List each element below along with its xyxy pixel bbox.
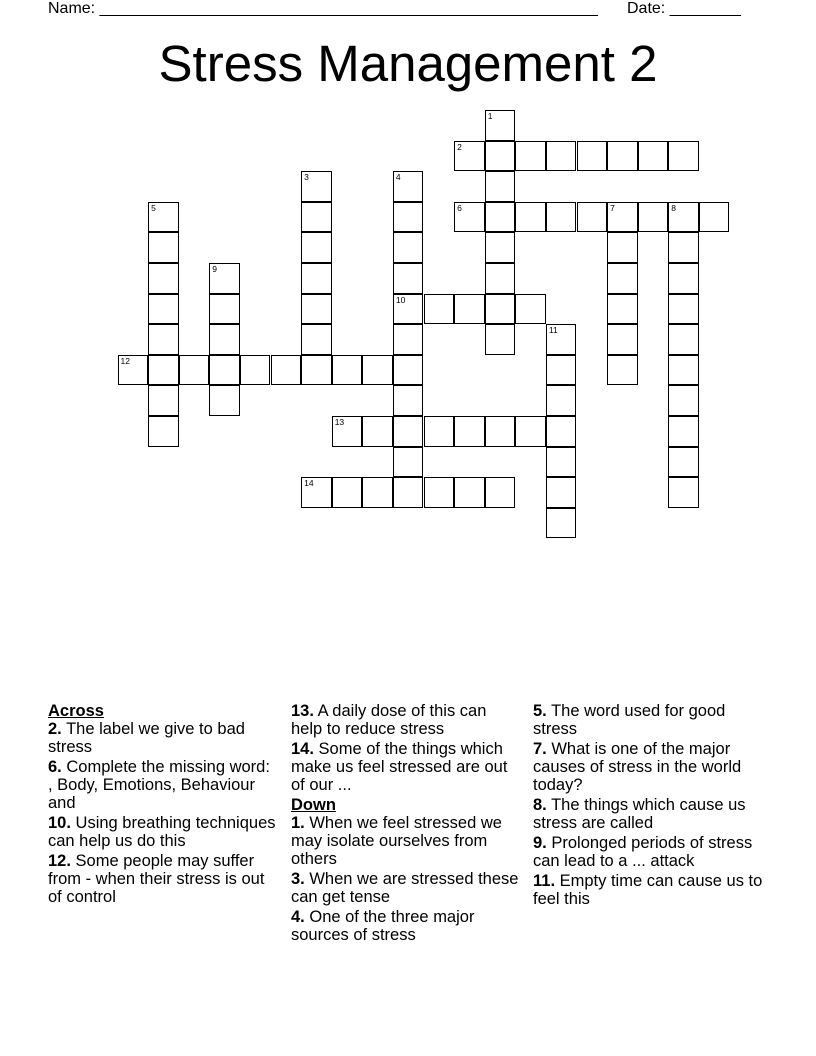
crossword-cell[interactable]	[148, 263, 179, 294]
clue-column-1	[48, 702, 278, 908]
clue-text: One of the three major sources of stress	[291, 908, 475, 944]
crossword-cell[interactable]	[424, 416, 455, 447]
crossword-cell[interactable]	[393, 202, 424, 233]
crossword-cell[interactable]	[485, 110, 516, 141]
crossword-cell[interactable]	[454, 141, 485, 172]
crossword-grid	[0, 0, 816, 520]
clue-number: 2.	[48, 720, 62, 738]
crossword-cell[interactable]	[515, 202, 546, 233]
crossword-cell[interactable]	[454, 202, 485, 233]
crossword-cell[interactable]	[515, 294, 546, 325]
clue-number: 6.	[48, 758, 62, 776]
crossword-cell[interactable]	[546, 202, 577, 233]
crossword-cell[interactable]	[240, 355, 271, 386]
crossword-cell[interactable]	[332, 355, 363, 386]
crossword-cell[interactable]	[485, 202, 516, 233]
clue-number: 8.	[533, 796, 547, 814]
crossword-cell[interactable]	[209, 324, 240, 355]
crossword-cell[interactable]	[301, 324, 332, 355]
crossword-cell[interactable]	[668, 355, 699, 386]
crossword-cell[interactable]	[485, 171, 516, 202]
crossword-cell[interactable]	[515, 416, 546, 447]
clue-number-label: 9	[212, 264, 218, 274]
crossword-cell[interactable]	[546, 416, 577, 447]
crossword-cell[interactable]	[393, 355, 424, 386]
clue-text: Some of the things which make us feel stressed are out of our ...	[291, 740, 508, 794]
crossword-cell[interactable]	[118, 355, 149, 386]
clue-number: 7.	[533, 740, 547, 758]
crossword-cell[interactable]	[638, 141, 669, 172]
crossword-cell[interactable]	[301, 232, 332, 263]
clue-across-6	[48, 758, 278, 812]
clue-text: Complete the missing word: , Body, Emotions, Behaviour and	[48, 758, 270, 812]
clue-across-14	[291, 740, 521, 794]
clue-across-10	[48, 814, 278, 850]
name-field-label: Name: ________________________________________________________	[48, 0, 598, 17]
crossword-cell[interactable]	[546, 447, 577, 478]
crossword-cell[interactable]	[148, 232, 179, 263]
crossword-cell[interactable]	[546, 141, 577, 172]
clue-number-label: 3	[304, 172, 309, 183]
crossword-cell[interactable]	[546, 324, 577, 355]
crossword-cell[interactable]	[209, 263, 240, 294]
crossword-cell[interactable]	[393, 416, 424, 447]
crossword-cell[interactable]	[424, 477, 455, 508]
crossword-cell[interactable]	[362, 477, 393, 508]
crossword-cell[interactable]	[607, 202, 638, 233]
crossword-cell[interactable]	[607, 294, 638, 325]
clue-text: The things which cause us stress are called	[533, 796, 746, 832]
clue-number-label: 13	[334, 417, 345, 427]
page-title: Stress Management 2	[158, 35, 658, 92]
clue-number: 13.	[291, 702, 314, 720]
crossword-cell[interactable]	[393, 477, 424, 508]
crossword-cell[interactable]	[362, 355, 393, 386]
clue-text: Using breathing techniques can help us do this	[48, 814, 276, 850]
clue-down-9	[533, 834, 763, 870]
crossword-cell[interactable]	[209, 294, 240, 325]
clue-text: What is one of the major causes of stress in the world today?	[533, 740, 742, 794]
crossword-cell[interactable]	[577, 202, 608, 233]
down-heading: Down	[291, 796, 336, 814]
clue-text: Empty time can cause us to feel this	[533, 872, 763, 908]
clue-number-label: 8	[671, 202, 677, 213]
crossword-cell[interactable]	[454, 416, 485, 447]
crossword-cell[interactable]	[209, 385, 240, 416]
crossword-cell[interactable]	[393, 263, 424, 294]
crossword-cell[interactable]	[148, 294, 179, 325]
clue-number: 3.	[291, 870, 305, 888]
clue-number-label: 2	[457, 141, 462, 152]
clue-number-label: 4	[395, 172, 401, 183]
crossword-cell[interactable]	[301, 294, 332, 325]
crossword-cell[interactable]	[393, 385, 424, 416]
crossword-cell[interactable]	[546, 477, 577, 508]
clue-number-label: 6	[457, 202, 462, 213]
clue-column-2	[291, 702, 521, 946]
crossword-cell[interactable]	[607, 355, 638, 386]
clue-column-3	[533, 702, 763, 910]
crossword-cell[interactable]	[485, 294, 516, 325]
clue-text: The label we give to bad stress	[48, 720, 245, 756]
crossword-cell[interactable]	[485, 263, 516, 294]
crossword-cell[interactable]	[668, 477, 699, 508]
crossword-cell[interactable]	[393, 324, 424, 355]
clue-text: When we feel stressed we may isolate ourselves from others	[291, 814, 502, 868]
crossword-cell[interactable]	[148, 355, 179, 386]
crossword-cell[interactable]	[179, 355, 210, 386]
crossword-cell[interactable]	[393, 171, 424, 202]
crossword-cell[interactable]	[546, 355, 577, 386]
clue-number-label: 14	[304, 478, 314, 489]
clue-number: 9.	[533, 834, 547, 852]
crossword-cell[interactable]	[454, 477, 485, 508]
clue-number: 12.	[48, 852, 71, 870]
clue-across-2	[48, 720, 278, 756]
crossword-cell[interactable]	[332, 416, 363, 447]
crossword-cell[interactable]	[209, 355, 240, 386]
crossword-cell[interactable]	[362, 416, 393, 447]
crossword-cell[interactable]	[607, 141, 638, 172]
crossword-cell[interactable]	[393, 447, 424, 478]
crossword-cell[interactable]	[148, 324, 179, 355]
crossword-cell[interactable]	[668, 416, 699, 447]
crossword-cell[interactable]	[301, 171, 332, 202]
date-field-label: Date: ________	[627, 0, 741, 17]
clue-down-1	[291, 814, 521, 868]
clue-down-7	[533, 740, 763, 794]
crossword-cell[interactable]	[668, 385, 699, 416]
crossword-cell[interactable]	[668, 447, 699, 478]
crossword-cell[interactable]	[485, 416, 516, 447]
crossword-cell[interactable]	[485, 141, 516, 172]
clue-across-13	[291, 702, 521, 738]
crossword-cell[interactable]	[301, 477, 332, 508]
crossword-cell[interactable]	[148, 416, 179, 447]
crossword-cell[interactable]	[668, 232, 699, 263]
clue-number-label: 10	[395, 294, 406, 305]
crossword-cell[interactable]	[546, 508, 577, 539]
crossword-cell[interactable]	[148, 202, 179, 233]
clue-down-3	[291, 870, 521, 906]
clue-text: Some people may suffer from - when their stress is out of control	[48, 852, 265, 906]
clue-number-label: 1	[487, 111, 493, 121]
clue-number: 11.	[533, 872, 556, 890]
clue-down-11	[533, 872, 763, 908]
crossword-cell[interactable]	[668, 263, 699, 294]
clue-down-8	[533, 796, 763, 832]
crossword-cell[interactable]	[607, 232, 638, 263]
crossword-cell[interactable]	[301, 263, 332, 294]
crossword-cell[interactable]	[668, 141, 699, 172]
crossword-cell[interactable]	[668, 294, 699, 325]
crossword-cell[interactable]	[393, 232, 424, 263]
crossword-cell[interactable]	[332, 477, 363, 508]
clue-number: 14.	[291, 740, 314, 758]
crossword-cell[interactable]	[485, 324, 516, 355]
crossword-cell[interactable]	[148, 385, 179, 416]
crossword-cell[interactable]	[668, 324, 699, 355]
crossword-cell[interactable]	[515, 141, 546, 172]
crossword-cell[interactable]	[393, 294, 424, 325]
clue-text: When we are stressed these can get tense	[291, 870, 519, 906]
clue-text: The word used for good stress	[533, 702, 726, 738]
crossword-cell[interactable]	[699, 202, 730, 233]
clue-number-label: 12	[120, 355, 130, 366]
crossword-cell[interactable]	[638, 202, 669, 233]
clue-number: 5.	[533, 702, 547, 720]
crossword-cell[interactable]	[301, 355, 332, 386]
clue-number-label: 11	[548, 325, 558, 336]
across-heading: Across	[48, 702, 104, 720]
clue-down-4	[291, 908, 521, 944]
crossword-cell[interactable]	[485, 232, 516, 263]
clue-text: A daily dose of this can help to reduce stress	[291, 702, 487, 738]
crossword-cell[interactable]	[577, 141, 608, 172]
clue-number-label: 5	[151, 202, 156, 213]
crossword-cell[interactable]	[301, 202, 332, 233]
crossword-cell[interactable]	[607, 263, 638, 294]
crossword-cell[interactable]	[668, 202, 699, 233]
clue-number: 10.	[48, 814, 71, 832]
clue-number-label: 7	[610, 202, 615, 213]
crossword-cell[interactable]	[485, 477, 516, 508]
clue-down-5	[533, 702, 763, 738]
crossword-cell[interactable]	[546, 385, 577, 416]
crossword-cell[interactable]	[454, 294, 485, 325]
clue-across-12	[48, 852, 278, 906]
clue-text: Prolonged periods of stress can lead to a ... attack	[533, 834, 753, 870]
crossword-cell[interactable]	[424, 294, 455, 325]
crossword-cell[interactable]	[607, 324, 638, 355]
crossword-cell[interactable]	[271, 355, 302, 386]
clue-number: 1.	[291, 814, 305, 832]
clue-number: 4.	[291, 908, 305, 926]
